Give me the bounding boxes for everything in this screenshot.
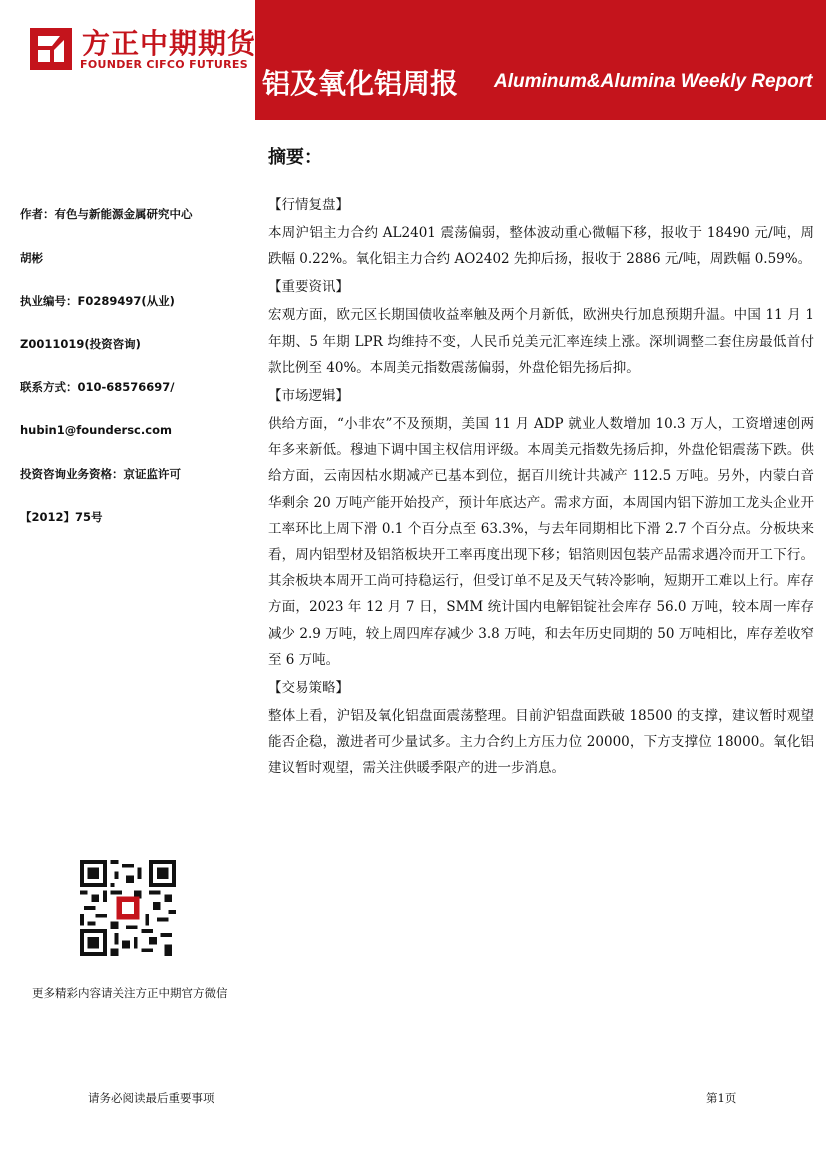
consulting-number: Z0011019(投资咨询) — [20, 337, 141, 351]
section-text-market-review: 本周沪铝主力合约 AL2401 震荡偏弱，整体波动重心微幅下移，报收于 18490 元/吨，周跌幅 0.22%。氧化铝主力合约 AO2402 先抑后扬，报收于 2886 元/吨，周跌幅 0.59%。 — [268, 225, 814, 268]
section-text-trading-strategy: 整体上看，沪铝及氧化铝盘面震荡整理。目前沪铝盘面跌破 18500 的支撑，建议暂时观望能否企稳，激进者可少量试多。主力合约上方压力位 20000，下方支撑位 18000。氧化铝建议暂时观望，需关注供暖季限产的进一步消息。 — [268, 708, 814, 777]
header-banner — [0, 0, 826, 120]
report-title-cn: 铝及氧化铝周报 — [262, 67, 459, 100]
author-line: 作者：有色与新能源金属研究中心 — [20, 207, 193, 221]
qualification: 投资咨询业务资格：京证监许可 — [20, 467, 181, 481]
section-title-market-review: 【行情复盘】 — [268, 197, 349, 213]
qr-caption: 更多精彩内容请关注方正中期官方微信 — [32, 986, 228, 1000]
summary-heading: 摘要： — [268, 147, 322, 168]
page-number: 第1页 — [706, 1091, 737, 1105]
qr-code-icon — [80, 860, 176, 956]
license-number: 执业编号：F0289497(从业) — [20, 294, 175, 308]
section-title-trading-strategy: 【交易策略】 — [268, 680, 349, 697]
founder-logo-icon — [30, 28, 72, 70]
brand-name-cn: 方正中期期货 — [82, 27, 257, 60]
section-title-market-logic: 【市场逻辑】 — [268, 388, 349, 405]
contact-email: hubin1@foundersc.com — [20, 423, 172, 437]
footer-disclaimer: 请务必阅读最后重要事项 — [88, 1091, 215, 1105]
contact-phone: 联系方式：010-68576697/ — [20, 380, 175, 394]
section-text-market-logic: 供给方面，“小非农”不及预期，美国 11 月 ADP 就业人数增加 10.3 万人，工资增速创两年多来新低。穆迪下调中国主权信用评级。本周美元指数先扬后抑，外盘伦铝震荡下跌。供给方面，云南因枯水期减产已基本到位，据百川统计共减产 112.5 万吨。另外，内蒙白音华剩余 20 万吨产能开始投产，预计年底达产。需求方面，本周国内铝下游加工龙头企业开工率环比上周下滑 0.1 个百分点至 63.3%，与去年同期相比下滑 2.7 个百分点。分板块来看，周内铝型材及铝箔板块开工率再度出现下移；铝箔则因包装产品需求遇冷而开工下行。其余板块本周开工尚可持稳运行，但受订单不足及天气转冷影响，短期开工难以上行。库存方面，2023 年 12 月 7 日，SMM 统计国内电解铝锭社会库存 56.0 万吨，较本周一库存减少 2.9 万吨，较上周四库存减少 3.8 万吨，和去年历史同期的 50 万吨相比，库存差收窄至 6 万吨。 — [268, 416, 814, 668]
author-name: 胡彬 — [20, 251, 43, 265]
section-text-key-news: 宏观方面，欧元区长期国债收益率触及两个月新低，欧洲央行加息预期升温。中国 11 月 1 年期、5 年期 LPR 均维持不变，人民币兑美元汇率连续上涨。深圳调整二套住房最低首付款比例至 40%。本周美元指数震荡偏弱，外盘伦铝先扬后抑。 — [268, 307, 814, 376]
section-title-key-news: 【重要资讯】 — [268, 279, 349, 296]
brand-name-en: FOUNDER CIFCO FUTURES — [80, 58, 248, 71]
report-content — [268, 192, 814, 784]
qualification-number: 【2012】75号 — [20, 510, 103, 524]
report-title-en: Aluminum&Alumina Weekly Report — [494, 71, 813, 92]
